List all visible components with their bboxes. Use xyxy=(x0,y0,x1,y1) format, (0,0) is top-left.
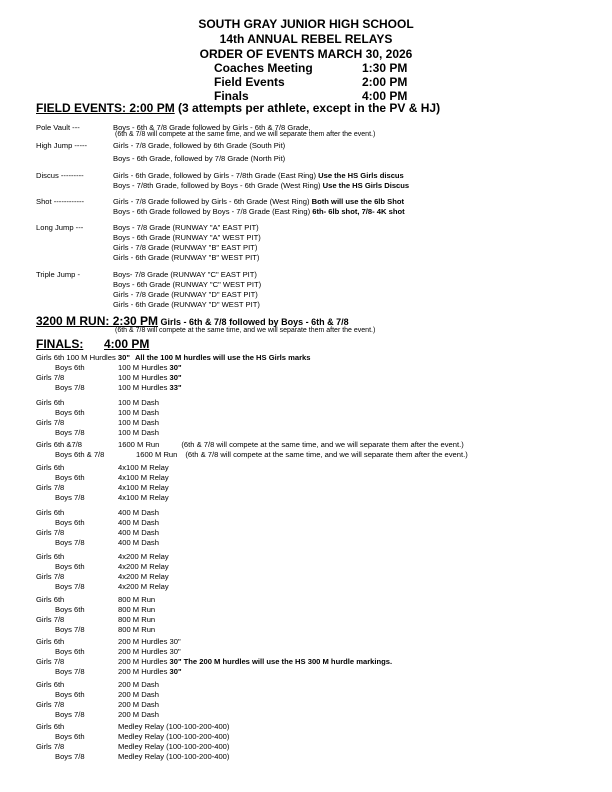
school-name: SOUTH GRAY JUNIOR HIGH SCHOOL xyxy=(198,17,414,31)
run-3200-detail: Girls - 6th & 7/8 followed by Boys - 6th & 7/8 xyxy=(158,317,349,327)
event-division: Girls 7/8 xyxy=(36,373,65,382)
event-division: Girls 6th xyxy=(36,508,65,517)
event-label: 100 M Dash xyxy=(118,418,159,427)
event-label: 800 M Run xyxy=(118,595,156,604)
event-name xyxy=(118,595,155,604)
event-division: Boys 7/8 xyxy=(55,383,85,392)
event-label: 4x200 M Relay xyxy=(118,582,169,591)
long-jump-line: Boys - 7/8 Grade (RUNWAY "A" EAST PIT) xyxy=(113,223,259,232)
hurdle-height: 30" xyxy=(169,373,182,382)
event-division: Girls 6th xyxy=(36,463,65,472)
finals-heading xyxy=(36,337,150,351)
event-label: Medley Relay (100-100-200-400) xyxy=(118,752,230,761)
discus-order: Girls - 6th Grade, followed by Girls - 7/8th Grade (East Ring) xyxy=(113,171,319,180)
event-label: 200 M Hurdles 30" xyxy=(118,637,181,646)
run-3200-title: 3200 M RUN: 2:30 PM xyxy=(36,314,159,328)
event-name xyxy=(136,450,468,459)
event-division: Girls 7/8 xyxy=(36,742,65,751)
event-division: Boys 6th xyxy=(55,690,85,699)
schedule-label: Finals xyxy=(214,89,249,103)
high-jump-label: High Jump ----- xyxy=(36,141,88,150)
event-label: Medley Relay (100-100-200-400) xyxy=(118,722,230,731)
event-division: Girls 6th 100 M Hurdles xyxy=(36,353,118,362)
event-label: 200 M Hurdles xyxy=(118,667,170,676)
event-division: Boys 6th xyxy=(55,732,85,741)
event-division: Boys 6th xyxy=(55,647,85,656)
schedule-label: Field Events xyxy=(214,75,285,89)
finals-row xyxy=(36,353,311,362)
shot-line xyxy=(113,207,405,216)
event-label: 4x100 M Relay xyxy=(118,483,169,492)
hurdle-height: 33" xyxy=(169,383,182,392)
event-name xyxy=(118,742,229,751)
event-division: Boys 7/8 xyxy=(55,625,85,634)
event-label: 4x100 M Relay xyxy=(118,463,169,472)
event-division: Girls 7/8 xyxy=(36,528,65,537)
event-name xyxy=(118,732,229,741)
event-label: 4x200 M Relay xyxy=(118,572,169,581)
triple-jump-label: Triple Jump - xyxy=(36,270,81,279)
event-label: Medley Relay (100-100-200-400) xyxy=(118,742,230,751)
event-name xyxy=(118,552,169,561)
event-note: (6th & 7/8 will compete at the same time, and we will separate them after the event.) xyxy=(181,440,464,449)
high-jump-line: Boys - 6th Grade, followed by 7/8 Grade (North Pit) xyxy=(113,154,286,163)
high-jump-line: Girls - 7/8 Grade, followed by 6th Grade (South Pit) xyxy=(113,141,286,150)
event-label: 100 M Dash xyxy=(118,428,159,437)
event-name xyxy=(118,690,159,699)
event-division: Boys 7/8 xyxy=(55,667,85,676)
event-division: Boys 7/8 xyxy=(55,752,85,761)
event-name xyxy=(118,637,181,646)
schedule-coaches-meeting xyxy=(214,61,408,75)
event-name xyxy=(118,428,159,437)
event-division: Boys 6th xyxy=(55,605,85,614)
event-name xyxy=(118,710,159,719)
pole-vault-note: (6th & 7/8 will compete at the same time, and we will separate them after the event.) xyxy=(115,131,376,138)
event-label: 200 M Dash xyxy=(118,710,159,719)
event-division: Boys 7/8 xyxy=(55,710,85,719)
shot-line xyxy=(113,197,404,206)
event-label: 800 M Run xyxy=(118,605,156,614)
discus-implement: Use the HS Girls Discus xyxy=(322,181,410,190)
event-label: 4x100 M Relay xyxy=(118,493,169,502)
shot-implement: Both will use the 6lb Shot xyxy=(311,197,405,206)
schedule-time: 4:00 PM xyxy=(362,89,408,103)
discus-implement: Use the HS Girls discus xyxy=(318,171,404,180)
event-label: 400 M Dash xyxy=(118,528,159,537)
pole-vault-line: Boys - 6th & 7/8 Grade followed by Girls - 6th & 7/8 Grade, xyxy=(113,123,311,132)
long-jump-line: Girls - 6th Grade (RUNWAY "B" WEST PIT) xyxy=(113,253,260,262)
event-label: 200 M Hurdles 30" xyxy=(118,647,181,656)
schedule-time: 2:00 PM xyxy=(362,75,408,89)
triple-jump-line: Girls - 7/8 Grade (RUNWAY "D" EAST PIT) xyxy=(113,290,258,299)
long-jump-line: Boys - 6th Grade (RUNWAY "A" WEST PIT) xyxy=(113,233,261,242)
event-name xyxy=(118,373,182,382)
long-jump-label: Long Jump --- xyxy=(36,223,84,232)
event-name xyxy=(118,463,169,472)
event-label: 1600 M Run xyxy=(118,440,160,449)
event-division: Girls 6th xyxy=(36,637,65,646)
hurdle-height: 30" xyxy=(169,363,182,372)
event-name xyxy=(118,657,392,666)
event-division: Boys 6th xyxy=(55,408,85,417)
event-label: 4x200 M Relay xyxy=(118,562,169,571)
event-division: Girls 7/8 xyxy=(36,572,65,581)
event-division: Girls 6th xyxy=(36,595,65,604)
event-division: Girls 6th xyxy=(36,722,65,731)
discus-order: Boys - 7/8th Grade, followed by Boys - 6th Grade (West Ring) xyxy=(113,181,323,190)
event-name xyxy=(118,473,169,482)
event-division: Boys 6th xyxy=(55,363,85,372)
triple-jump-line: Boys - 6th Grade (RUNWAY "C" WEST PIT) xyxy=(113,280,262,289)
document-title: ORDER OF EVENTS MARCH 30, 2026 xyxy=(199,47,413,61)
event-name xyxy=(118,440,464,449)
finals-title: FINALS: xyxy=(36,337,84,351)
field-events-note: (3 attempts per athlete, except in the PV & HJ) xyxy=(174,101,441,115)
schedule-field-events xyxy=(214,75,408,89)
field-events-title: FIELD EVENTS: 2:00 PM xyxy=(36,101,175,115)
event-name xyxy=(118,582,169,591)
event-division: Girls 7/8 xyxy=(36,418,65,427)
long-jump-line: Girls - 7/8 Grade (RUNWAY "B" EAST PIT) xyxy=(113,243,258,252)
event-division: Girls 7/8 xyxy=(36,657,65,666)
event-name xyxy=(118,383,182,392)
triple-jump-line: Girls - 6th Grade (RUNWAY "D" WEST PIT) xyxy=(113,300,260,309)
event-label: 100 M Dash xyxy=(118,398,159,407)
shot-implement: 6th- 6lb shot, 7/8- 4K shot xyxy=(312,207,405,216)
shot-label: Shot ------------ xyxy=(36,197,85,206)
schedule-label: Coaches Meeting xyxy=(214,61,313,75)
shot-order: Boys - 6th Grade followed by Boys - 7/8 Grade (East Ring) xyxy=(113,207,313,216)
event-label: 100 M Hurdles xyxy=(118,363,170,372)
event-label: 400 M Dash xyxy=(118,538,159,547)
event-label: 800 M Run xyxy=(118,625,156,634)
hurdle-height: 30" xyxy=(169,667,182,676)
hurdle-note: 30" The 200 M hurdles will use the HS 300 M hurdle markings. xyxy=(169,657,393,666)
event-division: Girls 7/8 xyxy=(36,615,65,624)
run-3200-heading xyxy=(36,314,349,328)
event-label: 200 M Dash xyxy=(118,690,159,699)
event-name xyxy=(118,528,159,537)
event-label: Medley Relay (100-100-200-400) xyxy=(118,732,230,741)
event-label: 200 M Dash xyxy=(118,700,159,709)
event-name xyxy=(118,647,181,656)
event-label: 400 M Dash xyxy=(118,518,159,527)
event-label: 100 M Dash xyxy=(118,408,159,417)
event-label: 200 M Hurdles xyxy=(118,657,170,666)
triple-jump-line: Boys- 7/8 Grade (RUNWAY "C" EAST PIT) xyxy=(113,270,257,279)
event-label: 100 M Hurdles xyxy=(118,383,170,392)
event-division: Boys 7/8 xyxy=(55,493,85,502)
event-division: Girls 6th xyxy=(36,398,65,407)
run-3200-note: (6th & 7/8 will compete at the same time, and we will separate them after the event.) xyxy=(115,327,376,334)
event-division: Girls 6th xyxy=(36,552,65,561)
event-division: Boys 6th & 7/8 xyxy=(55,450,105,459)
event-label: 1600 M Run xyxy=(136,450,178,459)
event-name xyxy=(118,363,182,372)
event-name xyxy=(118,518,159,527)
event-name xyxy=(118,752,229,761)
event-note: (6th & 7/8 will compete at the same time, and we will separate them after the event.) xyxy=(185,450,468,459)
event-name xyxy=(118,680,159,689)
event-name xyxy=(118,493,169,502)
event-name xyxy=(118,562,169,571)
meet-name: 14th ANNUAL REBEL RELAYS xyxy=(219,32,393,46)
event-division: Girls 7/8 xyxy=(36,483,65,492)
shot-order: Girls - 7/8 Grade followed by Girls - 6th Grade (West Ring) xyxy=(113,197,312,206)
event-division: Girls 6th &7/8 xyxy=(36,440,83,449)
event-division: Boys 7/8 xyxy=(55,428,85,437)
event-name xyxy=(118,418,159,427)
event-label: 100 M Hurdles xyxy=(118,373,170,382)
event-division: Boys 6th xyxy=(55,518,85,527)
event-division: Boys 7/8 xyxy=(55,582,85,591)
discus-label: Discus --------- xyxy=(36,171,84,180)
event-division: Girls 6th xyxy=(36,680,65,689)
field-events-heading xyxy=(36,101,440,115)
event-division: Boys 7/8 xyxy=(55,538,85,547)
event-name xyxy=(118,625,155,634)
event-name xyxy=(118,572,169,581)
event-name xyxy=(118,408,159,417)
event-name xyxy=(118,667,182,676)
event-name xyxy=(118,700,159,709)
event-name xyxy=(118,398,159,407)
event-label: 400 M Dash xyxy=(118,508,159,517)
finals-time: 4:00 PM xyxy=(104,337,150,351)
event-label: 4x200 M Relay xyxy=(118,552,169,561)
event-division: Boys 6th xyxy=(55,473,85,482)
schedule-time: 1:30 PM xyxy=(362,61,408,75)
event-name xyxy=(118,538,159,547)
event-label: 200 M Dash xyxy=(118,680,159,689)
event-division: Boys 6th xyxy=(55,562,85,571)
event-name xyxy=(118,508,159,517)
event-name xyxy=(118,483,169,492)
discus-line xyxy=(113,171,404,180)
event-name xyxy=(118,722,229,731)
pole-vault-label: Pole Vault --- xyxy=(36,123,80,132)
event-label: 4x100 M Relay xyxy=(118,473,169,482)
hurdle-height: 30" xyxy=(117,353,130,362)
event-division: Girls 7/8 xyxy=(36,700,65,709)
hurdle-note: All the 100 M hurdles will use the HS Girls marks xyxy=(134,353,311,362)
event-name xyxy=(118,605,155,614)
discus-line xyxy=(113,181,409,190)
event-label: 800 M Run xyxy=(118,615,156,624)
event-name xyxy=(118,615,155,624)
